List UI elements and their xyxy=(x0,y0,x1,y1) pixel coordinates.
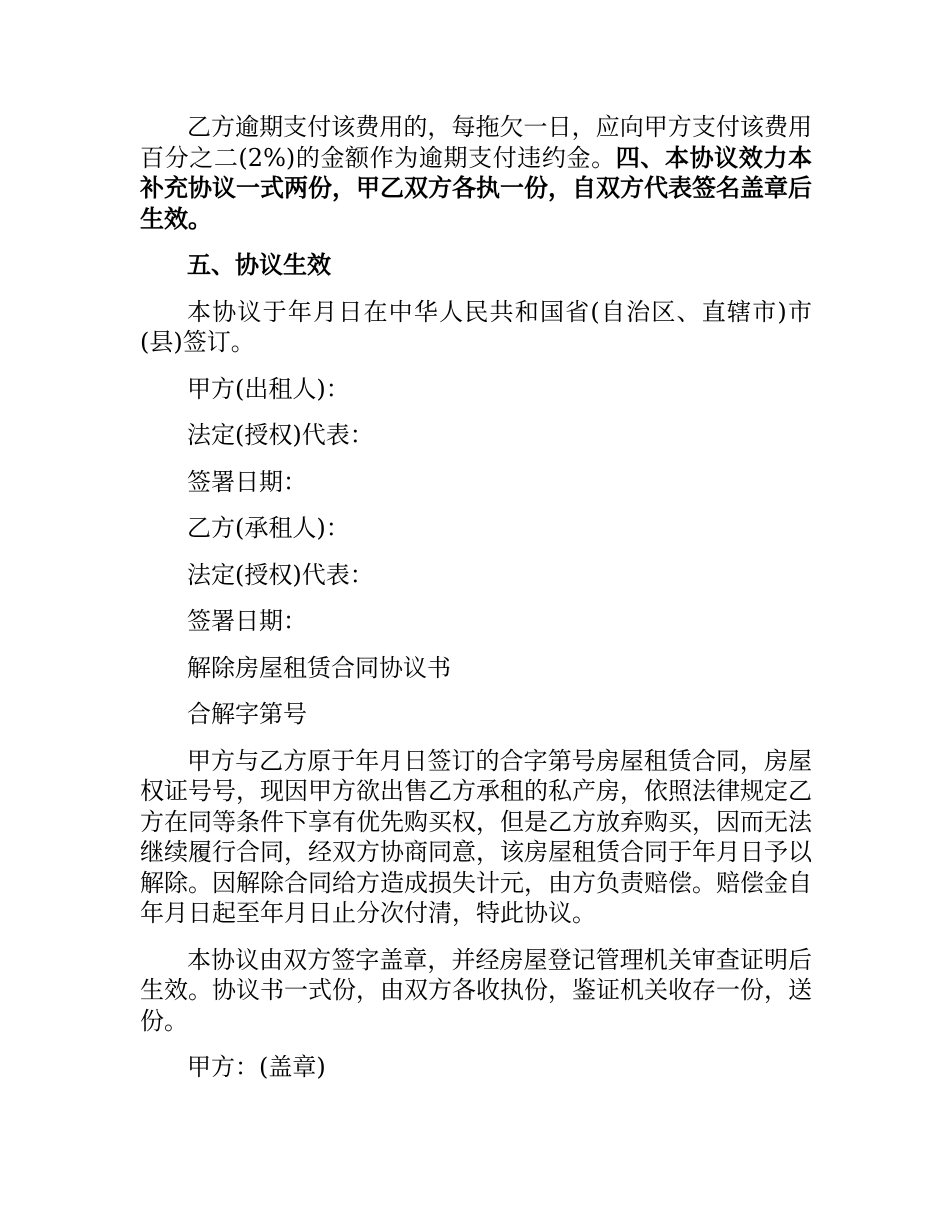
overdue-payment-text: 乙方逾期支付该费用的，每拖欠一日，应向甲方支付该费用百分之二(2%)的金额作为逾期支付违约金。 xyxy=(140,113,812,172)
document-body xyxy=(140,112,812,1083)
party-b-lessee-line: 乙方(承租人)： xyxy=(187,514,350,542)
party-b-signing-date-line: 签署日期： xyxy=(187,607,307,635)
termination-agreement-title: 解除房屋租赁合同协议书 xyxy=(187,653,451,682)
party-a-lessor-line: 甲方(出租人)： xyxy=(187,374,350,403)
party-a-seal-line: 甲方：(盖章) xyxy=(187,1053,326,1081)
agreement-validity-bold-text: 四、本协议效力本补充协议一式两份，甲乙双方各执一份，自双方代表签名盖章后生效。 xyxy=(140,142,813,233)
signing-place-paragraph: 本协议于年月日在中华人民共和国省(自治区、直辖市)市(县)签订。 xyxy=(140,297,812,356)
party-a-signing-date-line: 签署日期： xyxy=(187,467,307,496)
section-five-heading: 五、协议生效 xyxy=(187,250,331,279)
document-number-line: 合解字第号 xyxy=(187,700,307,728)
party-b-representative-line: 法定(授权)代表： xyxy=(187,560,374,589)
effectiveness-paragraph: 本协议由双方签字盖章，并经房屋登记管理机关审查证明后生效。协议书一式份，由双方各收执份，鉴证机关收存一份，送份。 xyxy=(140,945,812,1035)
party-a-representative-line: 法定(授权)代表： xyxy=(187,421,374,449)
overdue-payment-paragraph xyxy=(140,112,812,234)
termination-body-paragraph: 甲方与乙方原于年月日签订的合字第号房屋租赁合同，房屋权证号号，现因甲方欲出售乙方承租的私产房，依照法律规定乙方在同等条件下享有优先购买权，但是乙方放弃购买，因而无法继续履行合同，经双方协商同意，该房屋租赁合同于年月日予以解除。因解除合同给方造成损失计元，由方负责赔偿。赔偿金自年月日起至年月日止分次付清，特此协议。 xyxy=(140,746,812,927)
